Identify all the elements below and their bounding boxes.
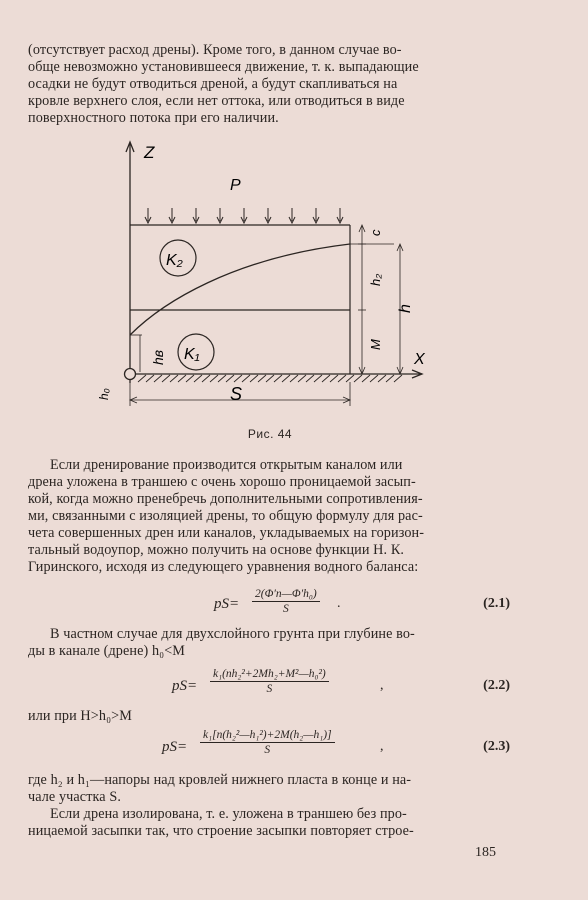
- figure-caption: Рис. 44: [247, 427, 293, 441]
- eq-numerator: k₁(nh₂²+2Mh₂+M²—h₀²): [210, 668, 329, 682]
- label-z: Z: [144, 143, 155, 162]
- label-h0: h₀: [97, 388, 111, 400]
- infiltration-arrows: [145, 208, 343, 223]
- eq-numerator: 2(Φ′п—Φ′h₀): [252, 588, 320, 602]
- eq-lhs: pS=: [172, 678, 198, 694]
- label-x: X: [414, 351, 425, 368]
- eq-fraction: [200, 729, 335, 756]
- text-line: чета совершенных дрен или каналов, укладываемых на горизон-: [28, 525, 425, 541]
- paragraph-eq3-intro: [28, 708, 510, 725]
- text-line: где h₂ и h₁—напоры над кровлей нижнего пласта в конце и на-: [28, 772, 412, 788]
- eq-fraction: [210, 668, 329, 695]
- label-p: P: [230, 177, 241, 194]
- paragraph-top: [28, 42, 510, 127]
- text-line: Гиринского, исходя из следующего уравнения водного баланса:: [28, 559, 419, 575]
- eq-number: (2.1): [483, 596, 510, 611]
- eq-fraction: [252, 588, 320, 615]
- paragraph-eq2-intro: [28, 626, 510, 660]
- eq-denominator: S: [266, 683, 273, 695]
- text-line: осадки не будут отводиться дреной, а будут скапливаться на: [28, 76, 398, 92]
- label-s: S: [230, 384, 243, 404]
- text-line: тальный водоупор, можно получить на основе функции Н. К.: [28, 542, 405, 558]
- eq-tail: .: [337, 596, 341, 611]
- text-line: Если дрена изолирована, т. е. уложена в траншею без про-: [50, 806, 407, 822]
- text-line: чале участка S.: [28, 789, 121, 805]
- label-hb: hв: [150, 349, 166, 365]
- eq-number: (2.3): [483, 739, 510, 754]
- eq-denominator: S: [264, 744, 271, 756]
- paragraph-main: [28, 457, 510, 576]
- eq-tail: ,: [380, 678, 384, 693]
- depression-curve: [130, 244, 350, 335]
- label-c: c: [368, 229, 383, 236]
- figure-44-diagram: [92, 138, 432, 413]
- text-line: кой, когда можно пренебречь дополнительными сопротивления-: [28, 491, 423, 507]
- impermeable-base-hatching: [138, 375, 402, 382]
- eq-numerator: k₁[n(h₂²—h₁²)+2M(h₂—h₁)]: [200, 729, 335, 743]
- paragraph-after: [28, 772, 510, 806]
- text-line: кровле верхнего слоя, если нет оттока, или отводиться в виде: [28, 93, 405, 109]
- label-k1: K₁: [184, 346, 200, 363]
- drain-circle: [125, 369, 136, 380]
- label-h2: h₂: [368, 273, 383, 286]
- eq-lhs: pS=: [162, 739, 188, 755]
- label-m: M: [368, 339, 383, 350]
- text-line: поверхностного потока при его наличии.: [28, 110, 279, 126]
- text-line: ды в канале (дрене) h₀<M: [28, 643, 186, 659]
- eq-tail: ,: [380, 739, 384, 754]
- text-line: ми, связанными с изоляцией дрены, то общую формулу для рас-: [28, 508, 423, 524]
- eq-denominator: S: [282, 603, 289, 615]
- label-h: h: [397, 304, 414, 313]
- paragraph-last: [28, 806, 510, 840]
- text-line: дрена уложена в траншею с очень хорошо проницаемой засып-: [28, 474, 416, 490]
- text-line: или при H>h₀>M: [28, 708, 132, 724]
- label-k2: K₂: [166, 252, 183, 269]
- text-line: В частном случае для двухслойного грунта при глубине во-: [50, 626, 415, 642]
- text-line: ницаемой засыпки так, что строение засыпки повторяет строе-: [28, 823, 414, 839]
- text-line: (отсутствует расход дрены). Кроме того, в данном случае во-: [28, 42, 402, 58]
- eq-lhs: pS=: [214, 596, 240, 612]
- page-number: 185: [475, 845, 496, 860]
- text-line: обще невозможно установившееся движение, т. к. выпадающие: [28, 59, 419, 75]
- text-line: Если дренирование производится открытым каналом или: [50, 457, 403, 473]
- eq-number: (2.2): [483, 678, 510, 693]
